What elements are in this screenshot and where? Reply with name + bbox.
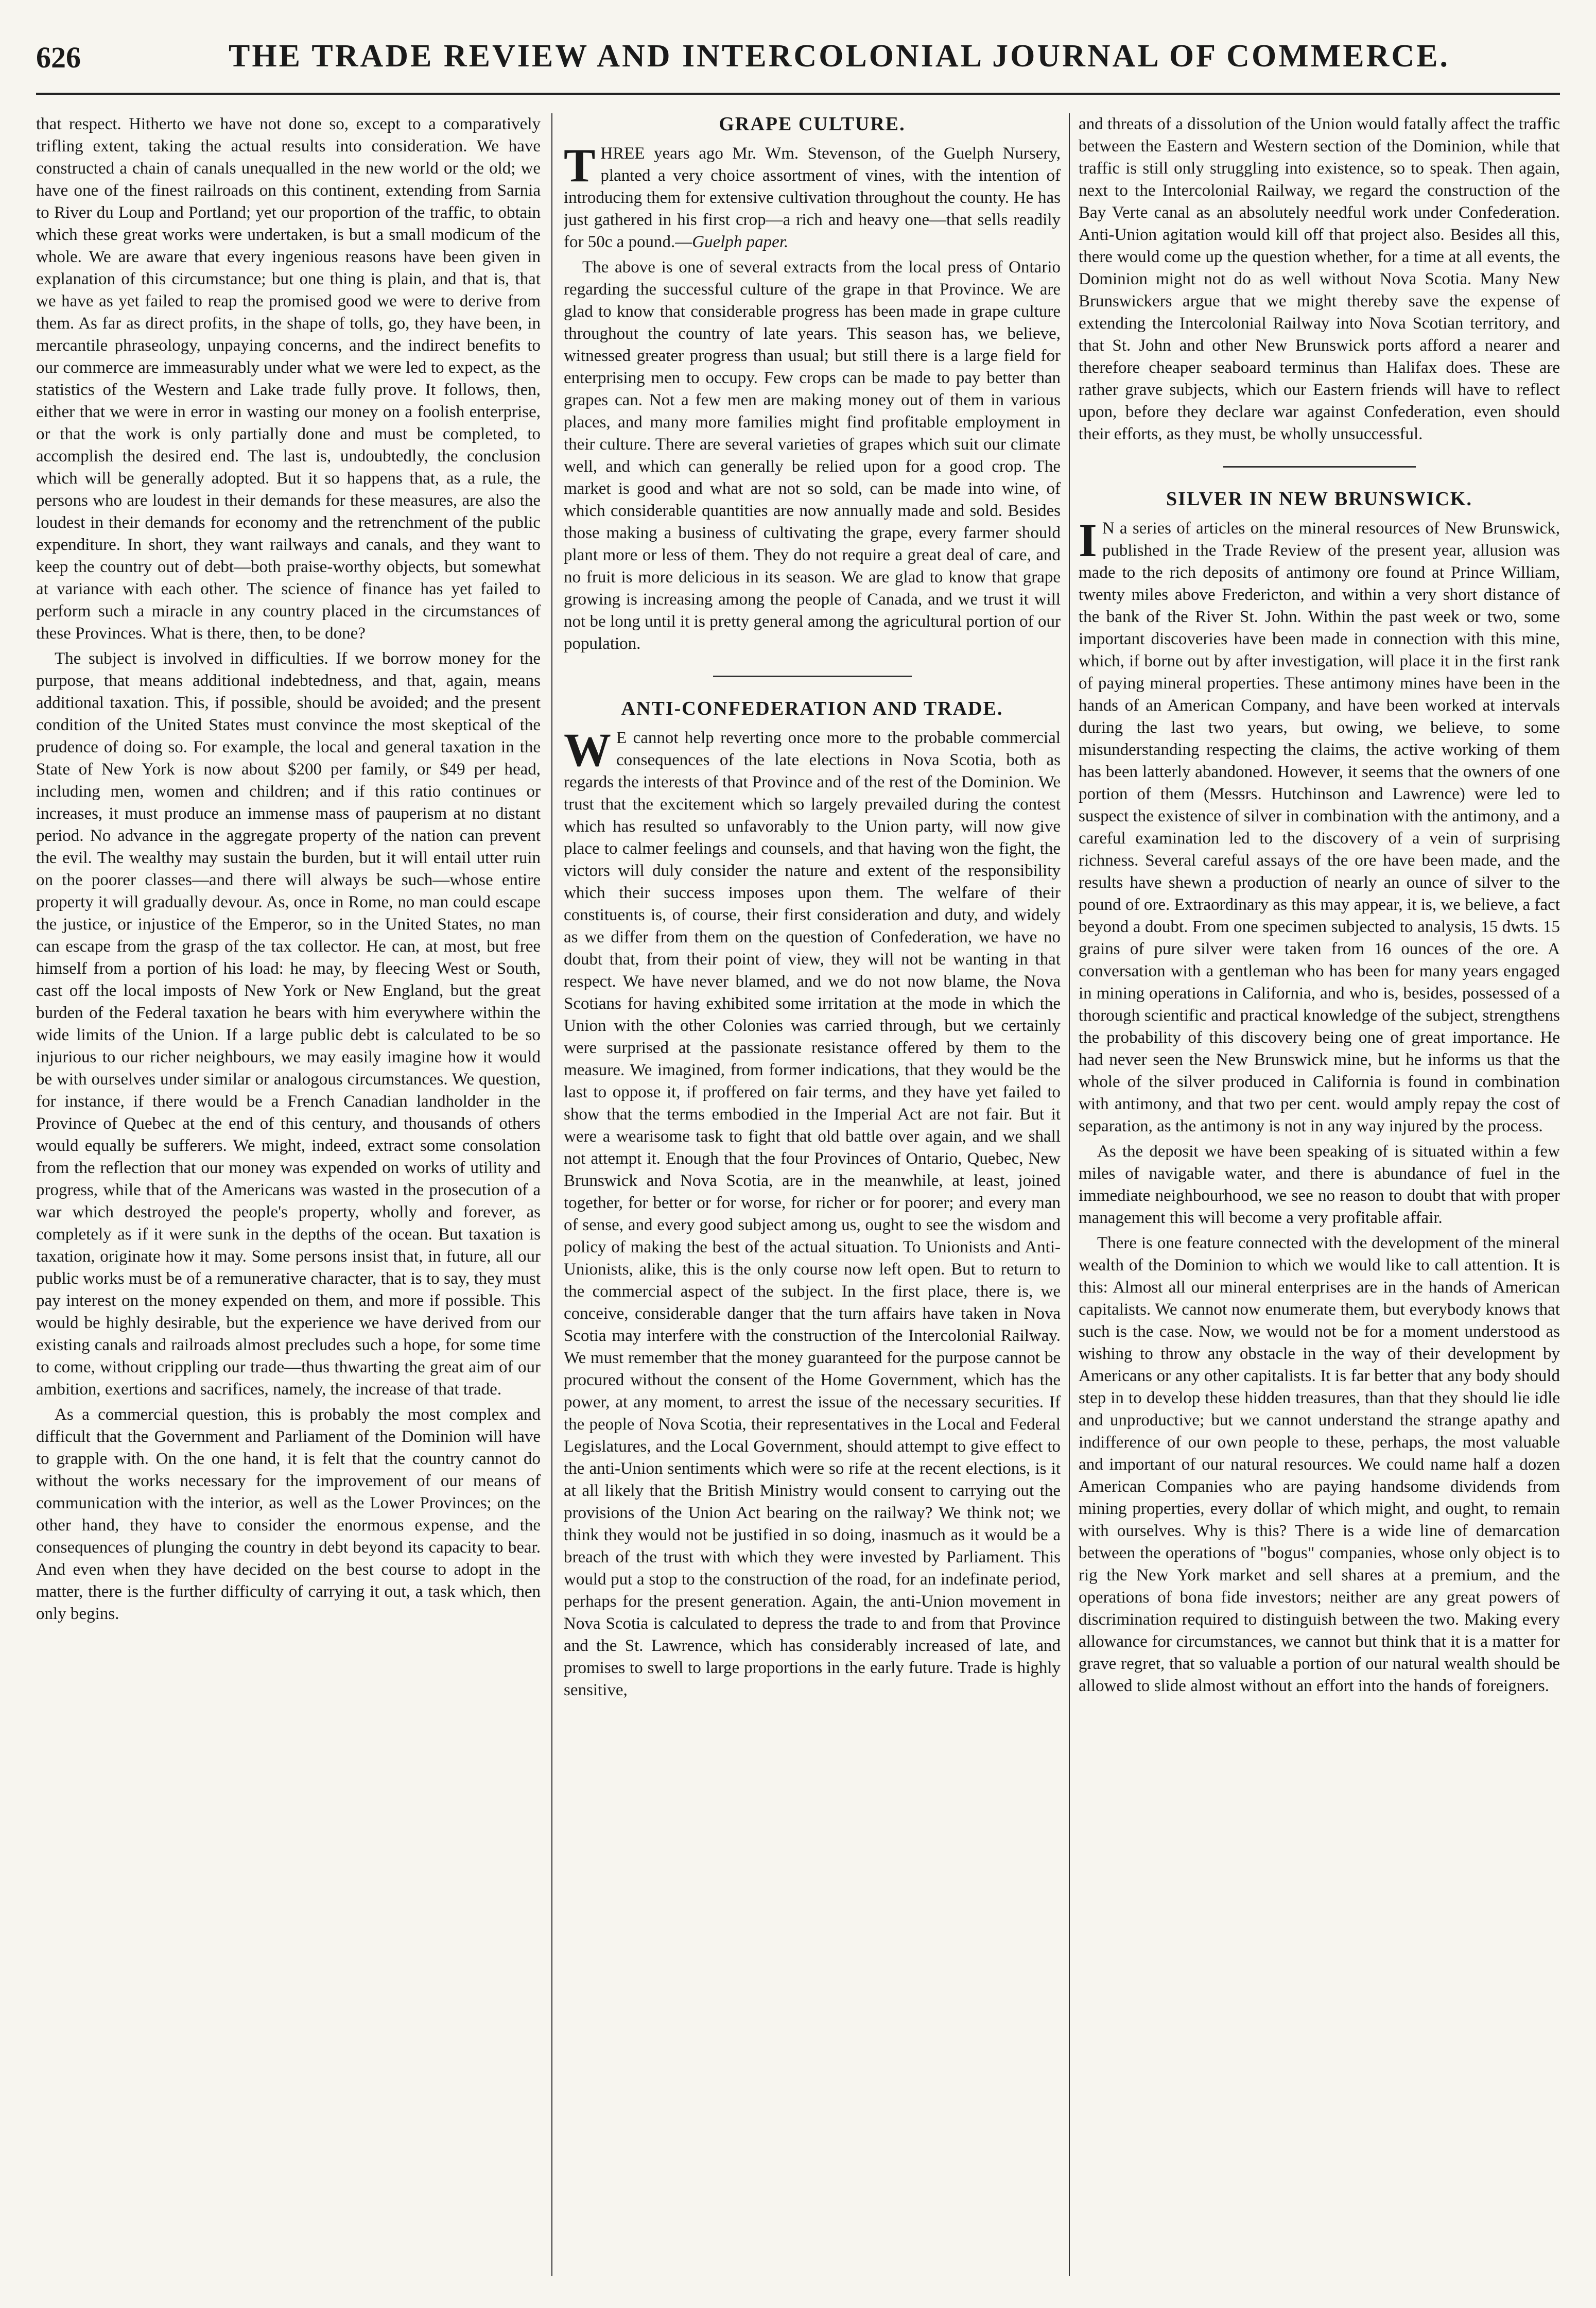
section-divider	[1223, 466, 1416, 468]
column-rule	[551, 113, 552, 2276]
column-2	[564, 113, 1061, 2276]
paragraph	[564, 139, 1061, 253]
running-title: THE TRADE REVIEW AND INTERCOLONIAL JOURNAL OF COMMERCE.	[229, 39, 1450, 74]
paragraph-text: E cannot help reverting once more to the probable commercial consequences of the late elections in Nova Scotia, both as regards the interests of that Province and of the rest of the Dominion. We trust that the excitement which so largely prevailed during the contest which has resulted so unfavorably to the Union party, will now give place to calmer feelings and counsels, and that having won the fight, the victors will duly consider the nature and extent of the responsibility which their success imposes upon them. The welfare of their constituents is, of course, their first consideration and duty, and widely as we differ from them on the question of Confederation, we have no doubt that, from their point of view, they will not be wanting in that respect. We have never blamed, and we do not now blame, the Nova Scotians for having exhibited some irritation at the mode in which the Union with the other Colonies was carried through, but we certainly were surprised at the passionate resistance offered by them to the measure. We imagined, from former indications, that they would be the last to oppose it, if proffered on fair terms, and they have yet failed to show that the terms embodied in the Imperial Act are not fair. But it were a wearisome task to fight that old battle over again, and we shall not attempt it. Enough that the four Provinces of Ontario, Quebec, New Brunswick and Nova Scotia, are in the meanwhile, at least, joined together, for better or for worse, for richer or for poorer; and every man of sense, and every good subject among us, ought to see the wisdom and policy of making the best of the actual situation. To Unionists and Anti-Unionists, alike, this is the only course now left open. But to return to the commercial aspect of the subject. In the first place, there is, we conceive, considerable danger that the turn affairs have taken in Nova Scotia may interfere with the construction of the Intercolonial Railway. We must remember that the money guaranteed for the purpose cannot be procured without the consent of the Home Government, which has the power, at any moment, to arrest the issue of the necessary securities. If the people of Nova Scotia, their representatives in the Local and Federal Legislatures, and the Local Government, should attempt to give effect to the anti-Union sentiments which were so rife at the recent elections, is it at all likely that the British Ministry would consent to carrying out the provisions of the Union Act bearing on the railway? We think not; we think they would not be justified in so doing, inasmuch as it would be a breach of the trust with which they were invested by Parliament. This would put a stop to the construction of the road, for an indefinate period, perhaps for the present generation. Again, the anti-Union movement in Nova Scotia is calculated to depress the trade to and from that Province and the St. Lawrence, which has considerably increased of late, and promises to swell to large proportions in the early future. Trade is highly sensitive,	[564, 729, 1061, 1699]
paragraph: that respect. Hitherto we have not done so, except to a comparatively trifling extent, taking the actual results into consideration. We have constructed a chain of canals unequalled in the new world or the old; we have one of the finest railroads on this continent, extending from Sarnia to River du Loup and Portland; yet our proportion of the traffic, to obtain which these great works were undertaken, is but a small modicum of the whole. We are aware that every ingenious reasons have been given in explanation of this circumstance; but one thing is plain, and that is, that we have as yet failed to reap the promised good we were to derive from them. As far as direct profits, in the shape of tolls, go, they have been, in mercantile phraseology, unpaying concerns, and the indirect benefits to our commerce are immeasurably under what we were led to expect, as the statistics of the Western and Lake trade fully prove. It follows, then, either that we were in error in wasting our money on a foolish enterprise, or that the work is only partially done and must be completed, to accomplish the desired end. The last is, undoubtedly, the conclusion which will be generally adopted. But it so happens that, as a rule, the persons who are loudest in their demands for these measures, are also the loudest in their demands for economy and the retrenchment of the public expenditure. In short, they want railways and canals, and they want to keep the country out of debt—both praise-worthy objects, but somewhat at variance with each other. The science of finance has yet failed to perform such a miracle in any country placed in the circumstances of these Provinces. What is there, then, to be done?	[36, 115, 541, 643]
column-3	[1079, 113, 1560, 2276]
paragraph: There is one feature connected with the development of the mineral wealth of the Dominion to which we would like to call attention. It is this: Almost all our mineral enterprises are in the hands of American capitalists. We cannot now enumerate them, but everybody knows that such is the case. Now, we would not be for a moment understood as wishing to throw any obstacle in the way of their development by Americans or any other capitalists. It is far better that any body should step in to develop these hidden treasures, than that they should lie idle and unproductive; but we cannot understand the strange apathy and indifference of our own people to these, perhaps, the most valuable and important of our natural resources. We could name half a dozen American Companies who are paying handsome dividends from mining properties, every dollar of which might, and ought, to remain with ourselves. Why is this? There is a wide line of demarcation between the operations of "bogus" companies, whose only object is to rig the New York market and sell shares at a premium, and the operations of bona fide investors; neither are any great powers of discrimination required to distinguish between the two. Making every allowance for circumstances, we cannot but think that it is a matter for grave regret, that so valuable a portion of our natural wealth should be allowed to slide almost without an effort into the hands of foreigners.	[1079, 1234, 1560, 1695]
paragraph: As a commercial question, this is probably the most complex and difficult that the Government and Parliament of the Dominion will have to grapple with. On the one hand, it is felt that the country cannot do without the works necessary for the improvement of our means of communication with the interior, as well as the Lower Provinces; on the other hand, they have to consider the enormous expense, and the consequences of plunging the country in debt beyond its capacity to bear. And even when they have decided on the best course to adopt in the matter, there is the further difficulty of carrying it out, a task which, then only begins.	[36, 1405, 541, 1623]
drop-cap: I	[1079, 514, 1097, 566]
drop-cap: W	[564, 724, 611, 776]
paragraph: and threats of a dissolution of the Union would fatally affect the traffic between the Eastern and Western section of the Dominion, while that traffic is still only struggling into existence, so to speak. Then again, next to the Intercolonial Railway, we regard the construction of the Bay Verte canal as an absolutely needful work under Confederation. Anti-Union agitation would kill off that project also. Besides all this, there would come up the question whether, for a time at all events, the Dominion might not do as well without Nova Scotia. Many New Brunswickers argue that we might thereby save the expense of extending the Intercolonial Railway into Nova Scotian territory, and that St. John and other New Brunswick ports afford a nearer and therefore cheaper seaboard terminus than Halifax does. These are rather grave subjects, which our Eastern friends will have to reflect upon, before they declare war against Confederation, even should their efforts, as they must, be wholly unsuccessful.	[1079, 115, 1560, 443]
paragraph: The above is one of several extracts from the local press of Ontario regarding the successful culture of the grape in that Province. We are glad to know that considerable progress has been made in grape culture throughout the country of late years. This season has, we believe, witnessed greater progress than usual; but still there is a large field for enterprising men to occupy. Few crops can be made to pay better than grapes can. Not a few men are making money out of them in various places, and many more families might find profitable employment in their culture. There are several varieties of grapes which suit our climate well, and which can generally be relied upon for a good crop. The market is good and what are not so sold, can be made into wine, of which considerable quantities are now annually made and sold. Besides those making a business of cultivating the grape, every farmer should plant more or less of them. They do not require a great deal of care, and no fruit is more delicious in its season. We are glad to know that grape growing is increasing among the people of Canada, and we trust it will not be long until it is pretty general among the agricultural portion of our population.	[564, 258, 1061, 653]
column-1	[36, 113, 541, 2276]
article-title-silver: SILVER IN NEW BRUNSWICK.	[1166, 488, 1472, 510]
page-header	[36, 31, 1560, 95]
paragraph: As the deposit we have been speaking of is situated within a few miles of navigable water, and there is abundance of fuel in the immediate neighbourhood, we see no reason to doubt that with proper management this will become a very profitable affair.	[1079, 1142, 1560, 1227]
column-rule	[1069, 113, 1070, 2276]
paragraph: The subject is involved in difficulties. If we borrow money for the purpose, that means additional indebtedness, and that, again, means additional taxation. This, if possible, should be avoided; and the present condition of the United States must convince the most skeptical of the prudence of doing so. For example, the local and general taxation in the State of New York is now about $200 per family, or $49 per head, including men, women and children; and if this ratio continues or increases, it must produce an immense mass of pauperism at no distant period. No advance in the aggregate property of the nation can prevent the evil. The wealthy may sustain the burden, but it will entail utter ruin on the poorer classes—and there will always be such—whose entire property it will gradually devour. As, once in Rome, no man could escape the justice, or injustice of the Emperor, so in the United States, no man can escape from the grasp of the tax collector. He can, at most, but free himself from a portion of his load: he may, by fleecing West or South, cast off the local imposts of New York or New England, but the great burden of the Federal taxation he bears with him everywhere within the wide limits of the Union. If a large public debt is calculated to be so injurious to our richer neighbours, we may easily imagine how it would be with ourselves under similar or analogous circumstances. We question, for instance, if there would be a French Canadian landholder in the Province of Quebec at the end of this century, and thousands of others would equally be sufferers. We might, indeed, extract some consolation from the reflection that our money was expended on works of utility and progress, while that of the Americans was wasted in the prosecution of a war which destroyed the people's property, wholly and forever, as completely as if it were sunk in the depths of the ocean. But taxation is taxation, originate how it may. Some persons insist that, in future, all our public works must be of a remunerative character, that is to say, they must pay interest on the money expended on them, and more if possible. This would be highly desirable, but the experience we have derived from our existing canals and railroads almost precludes such a hope, for some time to come, without crippling our trade—thus thwarting the great aim of our ambition, exertions and sacrifices, namely, the increase of that trade.	[36, 649, 541, 1399]
source-credit: Guelph paper.	[692, 233, 789, 251]
page-number: 626	[36, 41, 81, 74]
article-title-grape-culture: GRAPE CULTURE.	[719, 113, 906, 135]
article-title-anti-confederation: ANTI-CONFEDERATION AND TRADE.	[621, 698, 1003, 719]
paragraph-text: HREE years ago Mr. Wm. Stevenson, of the Guelph Nursery, planted a very choice assortment of vines, with the intention of introducing them for extensive cultivation throughout the county. He has just gathered in his first crop—a rich and heavy one—that sells readily for 50c a pound.—	[564, 144, 1061, 251]
paragraph	[564, 724, 1061, 1701]
drop-cap: T	[564, 139, 596, 192]
paragraph-text: N a series of articles on the mineral resources of New Brunswick, published in the Trade Review of the present year, allusion was made to the rich deposits of antimony ore found at Prince William, twenty miles above Fredericton, and within a very short distance of the bank of the River St. John. Within the past week or two, some important discoveries have been made in connection with this mine, which, if borne out by after investigation, will place it in the first rank of paying mineral properties. These antimony mines have been in the hands of an American Company, and have been worked at intervals during the last two years, but owing, we believe, to some misunderstanding respecting the claims, the active working of them has been latterly abandoned. However, it seems that the owners of one portion of them (Messrs. Hutchinson and Lawrence) were led to suspect the existence of silver in combination with the antimony, and a careful examination led to the discovery of a vein of surprising richness. Several careful assays of the ore have been made, and the results have shewn a production of nearly an ounce of silver to the pound of ore. Extraordinary as this may appear, it is, we believe, a fact beyond a doubt. From one specimen subjected to analysis, 15 dwts. 15 grains of pure silver were taken from 16 ounces of the ore. A conversation with a gentleman who has been for many years engaged in mining operations in California, and who is, besides, possessed of a thorough scientific and practical knowledge of the subject, strengthens the probability of this discovery being one of great importance. He had never seen the New Brunswick mine, but he informs us that the whole of the silver produced in California is found in combination with antimony, and that two per cent. would amply repay the cost of separation, as the antimony is not in any way injured by the process.	[1079, 519, 1560, 1135]
section-divider	[713, 676, 912, 677]
paragraph	[1079, 514, 1560, 1138]
